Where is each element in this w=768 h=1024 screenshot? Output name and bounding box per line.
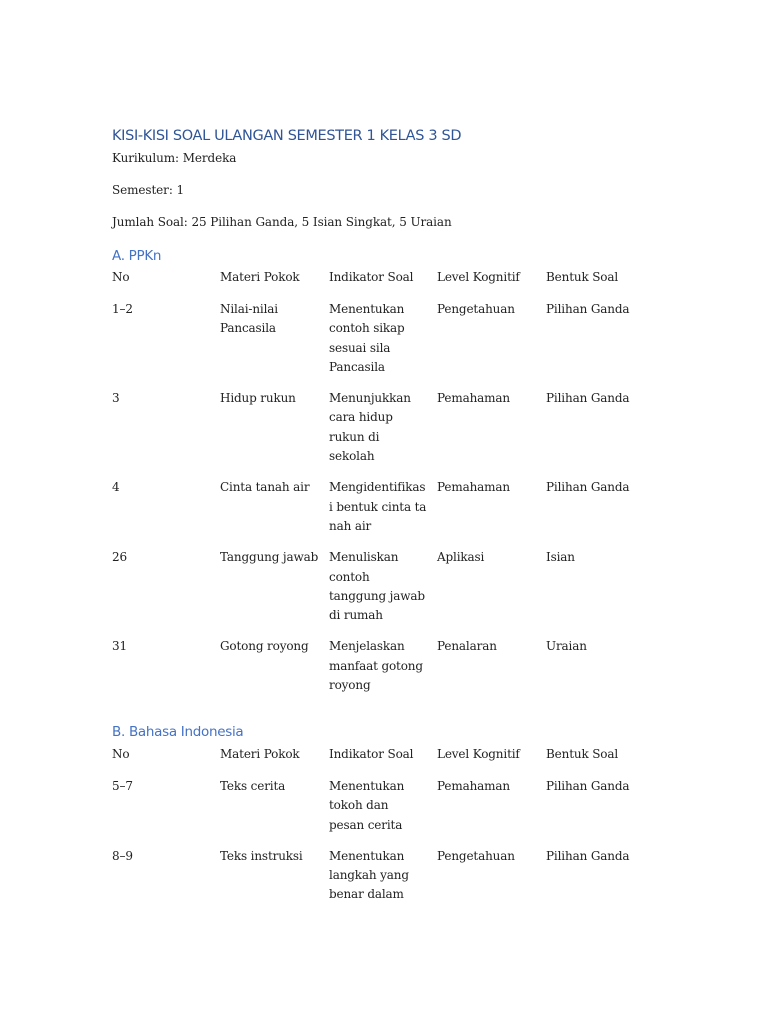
cell-materi: Tanggung jawab bbox=[220, 550, 319, 565]
cell-indikator: Mengidentifikasi bentuk cinta tanah air bbox=[329, 480, 427, 533]
table-row bbox=[107, 300, 652, 389]
table-header-row bbox=[107, 745, 652, 777]
cell-indikator: Menentukan langkah yang benar dalam bbox=[329, 848, 409, 902]
cell-indikator: Menentukan tokoh dan pesan cerita bbox=[329, 779, 405, 832]
column-header-level: Level Kognitif bbox=[437, 747, 520, 761]
cell-no: 26 bbox=[112, 550, 127, 565]
column-header-materi: Materi Pokok bbox=[220, 747, 300, 761]
column-header-bentuk: Bentuk Soal bbox=[546, 747, 619, 761]
cell-materi: Teks cerita bbox=[220, 779, 286, 793]
column-header-level: Level Kognitif bbox=[437, 270, 520, 284]
section-heading-bahasa-indonesia: B. Bahasa Indonesia bbox=[112, 724, 244, 740]
column-header-no: No bbox=[112, 747, 130, 761]
cell-level: Pengetahuan bbox=[437, 302, 515, 316]
table-row bbox=[107, 389, 652, 478]
table-row bbox=[107, 777, 652, 847]
cell-bentuk: Pilihan Ganda bbox=[546, 391, 630, 406]
cell-indikator: Menuliskan contoh tanggung jawab di rumah bbox=[329, 550, 425, 623]
cell-no: 5–7 bbox=[112, 779, 133, 793]
question-count-line: Jumlah Soal: 25 Pilihan Ganda, 5 Isian Singkat, 5 Uraian bbox=[112, 215, 452, 229]
cell-level: Pemahaman bbox=[437, 391, 510, 406]
table-row bbox=[107, 478, 652, 548]
cell-no: 1–2 bbox=[112, 302, 133, 316]
cell-bentuk: Pilihan Ganda bbox=[546, 779, 630, 793]
cell-bentuk: Uraian bbox=[546, 639, 587, 654]
cell-bentuk: Pilihan Ganda bbox=[546, 848, 630, 863]
cell-materi: Teks instruksi bbox=[220, 848, 303, 863]
table-row bbox=[107, 548, 652, 637]
cell-level: Penalaran bbox=[437, 639, 497, 654]
ppkn-grid-table bbox=[107, 268, 652, 707]
column-header-no: No bbox=[112, 270, 130, 284]
table-row bbox=[107, 847, 652, 917]
column-header-bentuk: Bentuk Soal bbox=[546, 270, 619, 284]
cell-materi: Cinta tanah air bbox=[220, 480, 310, 495]
cell-bentuk: Isian bbox=[546, 550, 575, 565]
cell-level: Pengetahuan bbox=[437, 848, 515, 863]
cell-bentuk: Pilihan Ganda bbox=[546, 480, 630, 495]
bahasa-indonesia-grid-table bbox=[107, 745, 652, 917]
document-title: KISI-KISI SOAL ULANGAN SEMESTER 1 KELAS 3 SD bbox=[112, 128, 462, 144]
cell-indikator: Menjelaskan manfaat gotong royong bbox=[329, 639, 423, 693]
section-heading-ppkn: A. PPKn bbox=[112, 248, 162, 264]
cell-bentuk: Pilihan Ganda bbox=[546, 302, 630, 316]
cell-indikator: Menunjukkan cara hidup rukun di sekolah bbox=[329, 391, 411, 464]
cell-no: 8–9 bbox=[112, 848, 133, 863]
cell-indikator: Menentukan contoh sikap sesuai sila Pancasila bbox=[329, 302, 405, 374]
column-header-indikator: Indikator Soal bbox=[329, 747, 414, 761]
cell-level: Aplikasi bbox=[437, 550, 485, 565]
column-header-indikator: Indikator Soal bbox=[329, 270, 414, 284]
table-header-row bbox=[107, 268, 652, 300]
cell-no: 3 bbox=[112, 391, 120, 406]
cell-materi: Hidup rukun bbox=[220, 391, 296, 406]
column-header-materi: Materi Pokok bbox=[220, 270, 300, 284]
cell-materi: Nilai-nilai Pancasila bbox=[220, 302, 278, 336]
cell-level: Pemahaman bbox=[437, 779, 510, 793]
cell-no: 4 bbox=[112, 480, 120, 495]
table-row bbox=[107, 637, 652, 707]
cell-no: 31 bbox=[112, 639, 127, 654]
curriculum-line: Kurikulum: Merdeka bbox=[112, 151, 237, 165]
semester-line: Semester: 1 bbox=[112, 183, 185, 197]
cell-level: Pemahaman bbox=[437, 480, 510, 495]
cell-materi: Gotong royong bbox=[220, 639, 309, 654]
